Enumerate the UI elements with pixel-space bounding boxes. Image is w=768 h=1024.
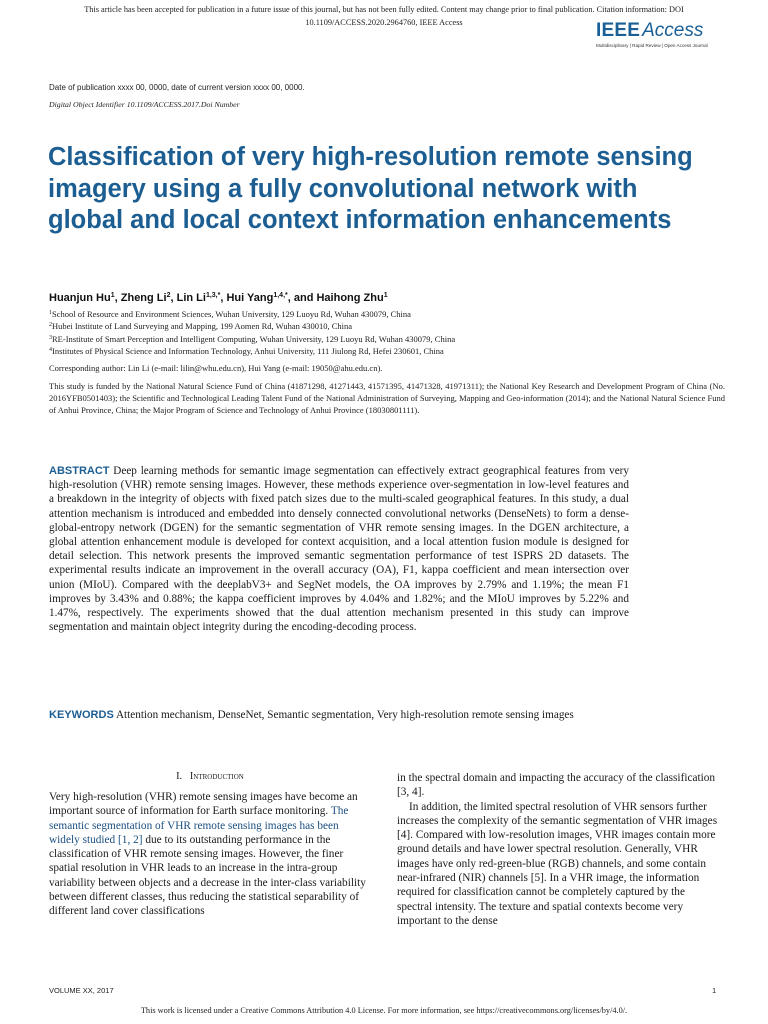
- author-affiliation-marker: 2: [166, 292, 171, 299]
- intro-p1-end: due to its outstanding performance in the classification of VHR remote sensing images. However, the finer spatial resolution in VHR leads to an increase in the intra-group variability between objects and a decrease in the inter-class variability between different classes, thus reducing the statistical separability of different land cover classifications: [49, 833, 366, 918]
- author-separator: ,: [220, 292, 227, 304]
- intro-right-column: [397, 771, 719, 928]
- affiliation-list: [49, 308, 455, 358]
- section-title: Introduction: [189, 771, 244, 782]
- intro-paragraph-1-cont: in the spectral domain and impacting the accuracy of the classification [3, 4].: [397, 772, 716, 799]
- abstract: [49, 464, 629, 634]
- abstract-text: Deep learning methods for semantic image segmentation can effectively extract geographical features from very high-resolution (VHR) remote sensing images. However, these methods experience over-segmentation in low-level features and a breakdown in the integrity of objects with fixed patch sizes due to the multi-scaled geographical features. In this study, a dual attention mechanism is introduced and embedded into densely connected convolutional networks (DenseNets) to form a dense-global-entropy network (DGEN) for the semantic segmentation of VHR remote sensing images. In the DGEN architecture, a global attention enhancement module is developed for context acquisition, and a local attention fusion module is designed for detail selection. This network presents the improved semantic segmentation performance of test ISPRS 2D datasets. The experimental results indicate an improvement in the overall accuracy (OA), F1, kappa coefficient and mean intersection over union (MIoU). Compared with the deeplabV3+ and SegNet models, the OA improves by 2.79% and 1.19%; the mean F1 improves by 3.43% and 0.88%; the kappa coefficient improves by 4.04% and 1.82%; and the MIoU improves by 5.22% and 1.47%, respectively. The experiments showed that the dual attention mechanism presented in this study can improve segmentation and maintain object integrity during the encoding-decoding process.: [49, 465, 629, 634]
- logo-tagline: Multidisciplinary | Rapid Review | Open Access Journal: [596, 43, 708, 48]
- intro-p1-highlight: The semantic segmentation of VHR remote sensing images has been widely studied [1, 2]: [49, 805, 349, 846]
- author-name: Hui Yang: [226, 292, 274, 304]
- intro-paragraph-2: In addition, the limited spectral resolution of VHR sensors further increases the complexity of the semantic segmentation of VHR images [4]. Compared with low-resolution images, VHR images contain more ground details and have lower spectral resolution. Generally, VHR images have only red-green-blue (RGB) channels, and some contain near-infrared (NIR) channels [5]. In a VHR image, the information required for classification cannot be completely captured by the spectral intensity. The texture and spatial contexts become very important to the dense: [397, 800, 718, 927]
- volume-footer: VOLUME XX, 2017: [49, 986, 114, 995]
- logo-wordmark: [596, 20, 736, 43]
- affiliation-line: [49, 333, 455, 345]
- affiliation-line: [49, 308, 455, 320]
- journal-logo: [596, 20, 736, 48]
- author-separator: ,: [114, 292, 121, 304]
- author-separator: , and: [287, 292, 317, 304]
- affiliation-line: [49, 345, 455, 357]
- affiliation-marker: 2: [49, 322, 52, 329]
- citation-note-line1: This article has been accepted for publication in a future issue of this journal, but has not been fully edited. Content may change prior to final publication. Citation information: DOI: [84, 5, 684, 14]
- author-name: Lin Li: [176, 292, 206, 304]
- affiliation-line: [49, 320, 455, 332]
- logo-ieee: IEEE: [596, 20, 641, 41]
- intro-left-column: [49, 790, 371, 919]
- author-name: Huanjun Hu: [49, 292, 111, 304]
- intro-p1-start: Very high-resolution (VHR) remote sensing images have become an important source of information for Earth surface monitoring.: [49, 791, 358, 818]
- affiliation-text: School of Resource and Environment Sciences, Wuhan University, 129 Luoyu Rd, Wuhan 430079, China: [52, 309, 411, 319]
- affiliation-marker: 3: [49, 334, 52, 341]
- intro-paragraph-1: [49, 790, 371, 919]
- abstract-label: ABSTRACT: [49, 465, 110, 477]
- citation-note-line2: 10.1109/ACCESS.2020.2964760, IEEE Access: [305, 17, 463, 27]
- affiliation-text: Hubei Institute of Land Surveying and Mapping, 199 Aomen Rd, Wuhan 430010, China: [52, 321, 353, 332]
- author-name: Zheng Li: [120, 292, 167, 304]
- affiliation-text: RE-Institute of Smart Perception and Intelligent Computing, Wuhan University, 129 Luoyu Rd, Wuhan 430079, China: [52, 333, 456, 344]
- license-footer: This work is licensed under a Creative Commons Attribution 4.0 License. For more information, see https://creativecommons.org/licenses/by/4.0/.: [140, 1006, 628, 1015]
- author-affiliation-marker: 1: [383, 292, 388, 299]
- corresponding-author: Corresponding author: Lin Li (e-mail: lilin@whu.edu.cn), Hui Yang (e-mail: 19050@ahu.edu.cn).: [49, 363, 383, 373]
- author-affiliation-marker: 1: [110, 292, 115, 299]
- keywords-text: Attention mechanism, DenseNet, Semantic segmentation, Very high-resolution remote sensing images: [115, 709, 574, 721]
- affiliation-marker: 4: [49, 347, 52, 354]
- section-numeral: I.: [176, 771, 183, 782]
- section-heading-introduction: [49, 771, 371, 782]
- author-affiliation-marker: 1,3,*: [205, 292, 221, 299]
- doi-line: Digital Object Identifier 10.1109/ACCESS.2017.Doi Number: [49, 100, 240, 109]
- page-number: 1: [712, 986, 717, 995]
- funding-statement: This study is funded by the National Natural Science Fund of China (41871298, 41271443, 41571395, 41471328, 41971311); the National Key Research and Development Program of China (No. 2016YFB0501403); the Scientific and Technological Leading Talent Fund of the National Administration of Surveying, Mapping and Geo-information (2014); and the National Natural Science Fund of Anhui Province, China; the Major Program of Science and Technology of Anhui Province (18030801111).: [49, 381, 725, 415]
- author-list: [49, 292, 388, 304]
- affiliation-marker: 1: [49, 310, 52, 316]
- author-name: Haihong Zhu: [316, 292, 384, 304]
- paper-title: Classification of very high-resolution remote sensing imagery using a fully convolutional network with global and local context information enhancements: [48, 143, 693, 234]
- keywords: [49, 708, 609, 722]
- author-affiliation-marker: 1,4,*: [273, 292, 288, 299]
- keywords-label: KEYWORDS: [49, 709, 114, 721]
- author-separator: ,: [170, 292, 177, 304]
- logo-access: Access: [642, 20, 704, 41]
- affiliation-text: Institutes of Physical Science and Information Technology, Anhui University, 111 Jiulong Rd, Hefei 230601, China: [52, 346, 444, 357]
- publication-date: Date of publication xxxx 00, 0000, date of current version xxxx 00, 0000.: [49, 83, 305, 92]
